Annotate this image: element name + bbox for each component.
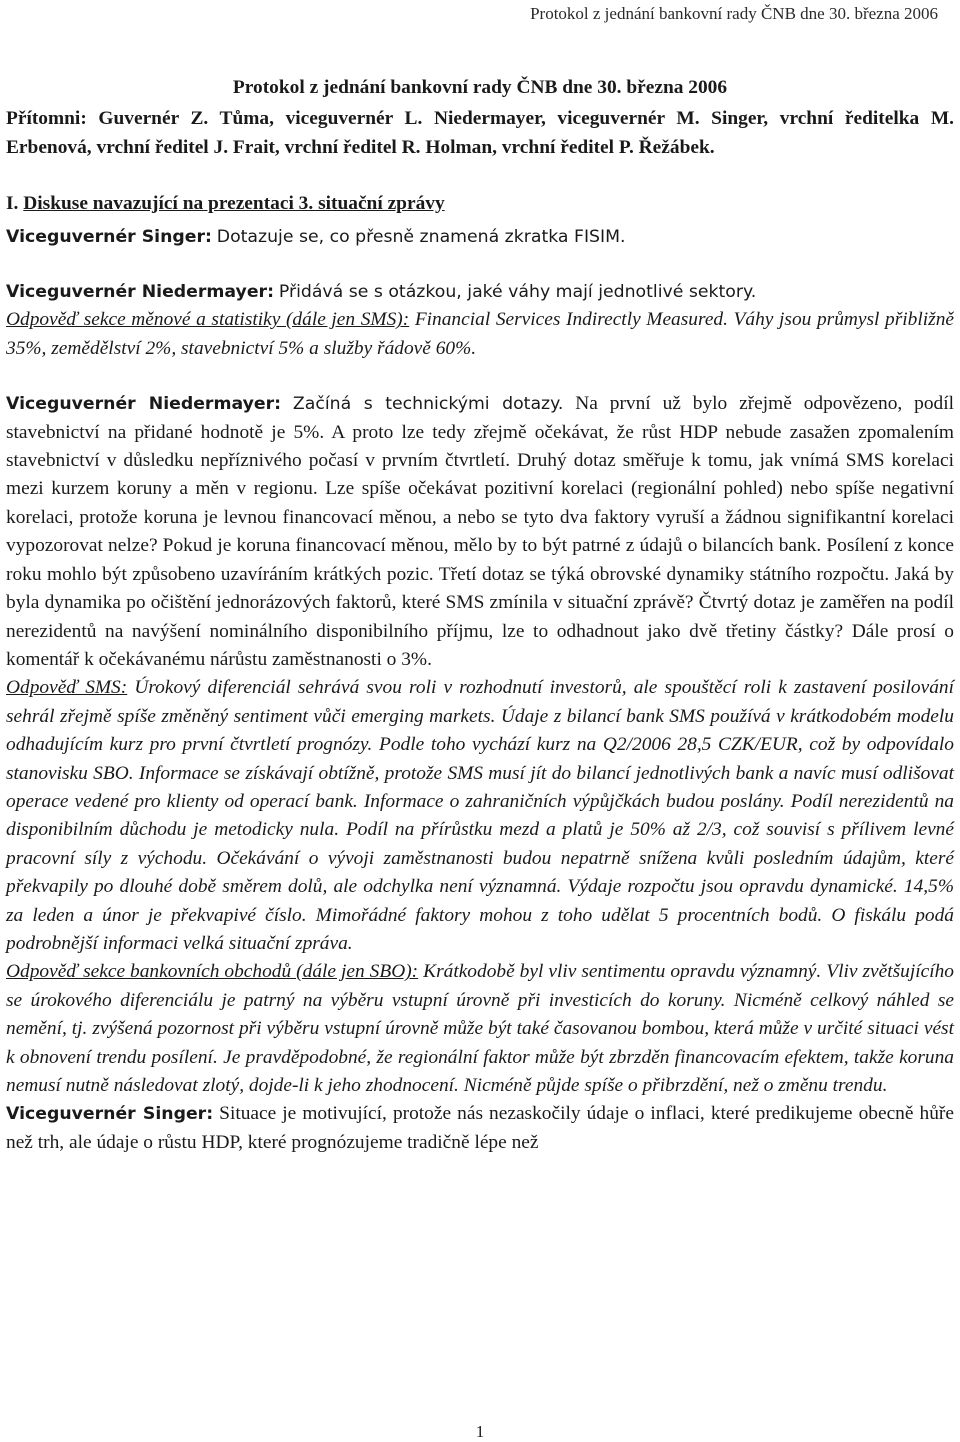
speaker-label: Viceguvernér Singer: (6, 1104, 214, 1125)
answer-sms-2 (6, 674, 954, 958)
answer-sms-1 (6, 306, 954, 363)
attendees: Přítomni: Guvernér Z. Tůma, viceguvernér L. Niedermayer, viceguvernér M. Singer, vrchní ředitelka M. Erbenová, vrchní ředitel J. Frait, vrchní ředitel R. Holman, vrchní ředitel P. Řežábek. (6, 108, 954, 158)
answer-text: Financial Services Indirectly Measured. Váhy jsou průmysl přibližně 35%, zemědělství 2%, stavebnictví 5% a služby řádově 60%. (6, 309, 954, 359)
page-title: Protokol z jednání bankovní rady ČNB dne 30. března 2006 (232, 77, 728, 98)
speaker-label: Viceguvernér Niedermayer: (6, 282, 274, 303)
paragraph-text: Situace je motivující, protože nás nezaskočily údaje o inflaci, které predikujeme obecně hůře než trh, ale údaje o růstu HDP, které prognózujeme tradičně lépe než (6, 1103, 954, 1153)
answer-label: Odpověď sekce bankovních obchodů (dále jen SBO): (6, 961, 419, 983)
answer-label: Odpověď SMS: (6, 677, 128, 699)
answer-sbo (6, 958, 954, 1100)
document-body (6, 74, 954, 1157)
paragraph-niedermayer-1 (6, 278, 954, 306)
answer-text: Úrokový diferenciál sehrává svou roli v rozhodnutí investorů, ale spouštěcí roli k zastavení posilování sehrál zřejmě spíše změněný sentiment vůči emerging markets. Údaje z bilancí bank SMS používá v krátkodobém modelu odhadujícím kurz pro první čtvrtletí prognózy. Podle toho vychází kurz na Q2/2006 28,5 CZK/EUR, což by odpovídalo stanovisku SBO. Informace se získávají obtížně, protože SMS musí jít do bilancí jednotlivých bank a navíc musí odlišovat operace vedené pro klienty od operací bank. Informace o zahraničních výpůjčkách budou poslány. Podíl nerezidentů na disponibilním důchodu je metodicky nula. Podíl na přírůstku mezd a platů je 50% až 2/3, což souvisí s přílivem levné pracovní síly z východu. Očekávání o vývoji zaměstnanosti budou nepatrně snížena kvůli posledním údajům, které překvapily po dlouhé době směrem dolů, ale odchylka není významná. Výdaje rozpočtu jsou opravdu dynamické. 14,5% za leden a únor je překvapivé číslo. Mimořádné faktory mohou z toho udělat 5 procentních bodů. O fiskálu podá podrobnější informaci velká situační zpráva. (6, 677, 954, 954)
paragraph-intro: Začíná s technickými dotazy. (292, 394, 564, 415)
answer-label: Odpověď sekce měnové a statistiky (dále jen SMS): (6, 309, 410, 331)
speaker-label: Viceguvernér Niedermayer: (6, 394, 282, 415)
paragraph-niedermayer-2 (6, 390, 954, 674)
section-heading (6, 190, 954, 218)
paragraph-text: Na první už bylo zřejmě odpovězeno, podíl stavebnictví na přidané hodnotě je 5%. A proto lze tedy zřejmě očekávat, že růst HDP nebude zasažen zpomalením stavebnictví v důsledku nepříznivého počasí v prvním čtvrtletí. Druhý dotaz směřuje k tomu, jak vnímá SMS korelaci mezi kurzem koruny a měn v regionu. Lze spíše očekávat pozitivní korelaci (regionální pohled) nebo spíše negativní korelaci, protože koruna je levnou financovací měnou, a nebo se tyto dva faktory vyruší a žádnou signifikantní korelaci vypozorovat nelze? Pokud je koruna financovací měnou, mělo by to být patrné z údajů o bilancích bank. Posílení z konce roku mohlo být způsobeno uzavíráním krátkých pozic. Třetí dotaz se týká obrovské dynamiky státního rozpočtu. Jaká by byla dynamika po očištění jednorázových faktorů, které SMS zmínila v situační zprávě? Čtvrtý dotaz je zaměřen na podíl nerezidentů na navýšení nominálního disponibilního příjmu, lze to odhadnout jako dvě třetiny částky? Dále prosí o komentář k očekávanému nárůstu zaměstnanosti o 3%. (6, 393, 954, 670)
paragraph-singer-2 (6, 1100, 954, 1157)
paragraph-singer-1 (6, 223, 954, 251)
section-title: Diskuse navazující na prezentaci 3. situační zprávy (23, 193, 445, 215)
running-header: Protokol z jednání bankovní rady ČNB dne 30. března 2006 (530, 4, 938, 23)
section-number: I. (6, 193, 19, 215)
paragraph-text: Přidává se s otázkou, jaké váhy mají jednotlivé sektory. (278, 282, 757, 303)
speaker-label: Viceguvernér Singer: (6, 226, 212, 247)
answer-text: Krátkodobě byl vliv sentimentu opravdu významný. Vliv zvětšujícího se úrokového diferenciálu je patrný na výběru vstupní úrovně při investicích do koruny. Nicméně celkový náhled se nemění, tj. zvýšená pozornost při výběru vstupní úrovně může být také časovanou bombou, která může v určité situaci vést k obnovení trendu posílení. Je pravděpodobné, že regionální faktor může být zbrzděn financovacím efektem, takže koruna nemusí nutně následovat zlotý, dojde-li k jeho zhodnocení. Nicméně půjde spíše o přibrzdění, než o změnu trendu. (6, 961, 954, 1096)
paragraph-text: Dotazuje se, co přesně znamená zkratka FISIM. (216, 226, 626, 247)
page-number: 1 (475, 1422, 485, 1441)
